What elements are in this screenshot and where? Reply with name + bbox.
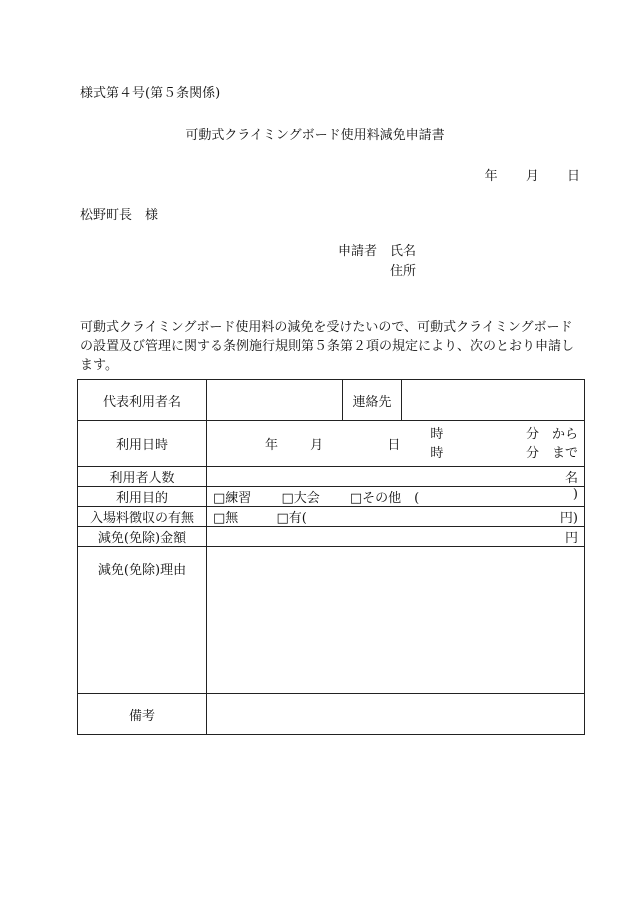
purpose-option-other[interactable]: □その他 ( [349, 491, 420, 506]
table-row [78, 380, 585, 421]
application-table [77, 379, 585, 735]
table-row [78, 421, 585, 467]
usage-year-label: 年 [265, 438, 279, 453]
purpose-label: 利用目的 [78, 487, 207, 507]
purpose-field[interactable] [207, 487, 585, 507]
minute-to-label: 分 まで [525, 445, 578, 461]
date-line [461, 165, 580, 184]
user-count-label: 利用者人数 [78, 467, 207, 487]
applicant-label: 申請者 [338, 244, 378, 259]
admission-fee-label: 入場料徴収の有無 [78, 507, 207, 527]
usage-hour-labels [430, 425, 443, 463]
purpose-option-practice[interactable]: □練習 [213, 491, 252, 506]
user-count-field[interactable] [207, 467, 585, 487]
minute-from-label: 分 から [525, 426, 578, 442]
applicant-address-label: 住所 [390, 264, 417, 279]
usage-minute-labels [526, 425, 578, 463]
rep-user-field[interactable] [207, 380, 343, 421]
table-row [78, 467, 585, 487]
exemption-amount-field[interactable] [207, 527, 585, 547]
usage-datetime-label: 利用日時 [78, 421, 207, 467]
date-month-label: 月 [525, 169, 539, 184]
document-title: 可動式クライミングボード使用料減免申請書 [185, 128, 445, 143]
purpose-close-paren: ) [572, 487, 578, 502]
table-row [78, 527, 585, 547]
rep-user-label: 代表利用者名 [78, 380, 207, 421]
exemption-amount-label: 減免(免除)金額 [78, 527, 207, 547]
amount-unit: 円 [564, 531, 578, 546]
date-day-label: 日 [566, 169, 580, 184]
applicant-name-label: 氏名 [390, 244, 417, 259]
contact-field[interactable] [402, 380, 585, 421]
hour-to-label: 時 [430, 445, 444, 461]
fee-unit: 円) [559, 511, 578, 526]
date-year-label: 年 [484, 169, 498, 184]
purpose-option-competition[interactable]: □大会 [281, 491, 320, 506]
remarks-field[interactable] [207, 694, 585, 735]
count-unit: 名 [564, 471, 578, 486]
exemption-reason-label: 減免(免除)理由 [78, 547, 207, 694]
form-number: 様式第４号(第５条関係) [80, 86, 221, 101]
table-row [78, 547, 585, 694]
remarks-label: 備考 [78, 694, 207, 735]
usage-datetime-field[interactable] [207, 421, 585, 467]
usage-day-label: 日 [387, 438, 401, 453]
admission-fee-field[interactable] [207, 507, 585, 527]
table-row [78, 694, 585, 735]
table-row [78, 487, 585, 507]
hour-from-label: 時 [430, 426, 444, 442]
fee-yes-option[interactable]: □有( [276, 511, 307, 526]
applicant-block [338, 242, 416, 282]
contact-label: 連絡先 [343, 380, 402, 421]
table-row [78, 507, 585, 527]
usage-month-label: 月 [310, 438, 324, 453]
fee-none-option[interactable]: □無 [213, 511, 239, 526]
addressee: 松野町長 様 [80, 208, 159, 223]
body-text: 可動式クライミングボード使用料の減免を受けたいので、可動式クライミングボードの設置及び管理に関する条例施行規則第５条第２項の規定により、次のとおり申請します。 [80, 320, 575, 373]
exemption-reason-field[interactable] [207, 547, 585, 694]
